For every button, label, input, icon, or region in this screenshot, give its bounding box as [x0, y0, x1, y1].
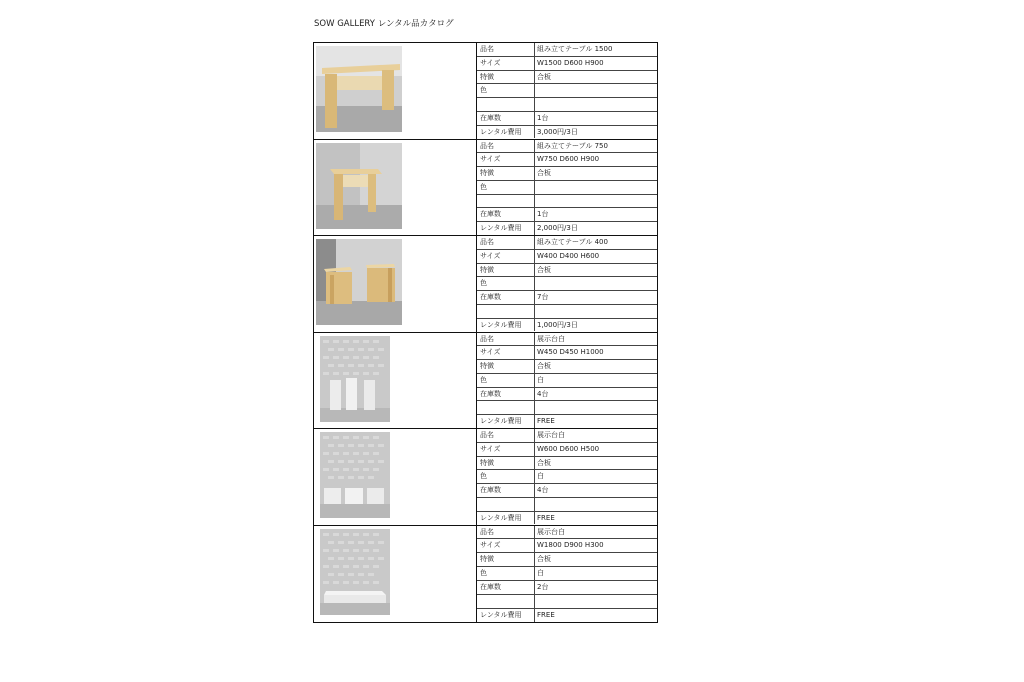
spec-value — [535, 84, 657, 97]
spec-key — [477, 98, 535, 111]
spec-row — [477, 140, 657, 154]
spec-key: サイズ — [477, 346, 535, 359]
spec-value: 合板 — [537, 362, 551, 371]
spec-key: 在庫数 — [477, 484, 535, 497]
spec-key: 特徴 — [477, 71, 535, 84]
spec-value — [535, 305, 657, 318]
spec-row — [477, 57, 657, 71]
spec-value: W750 D600 H900 — [537, 155, 600, 164]
spec-key: 在庫数 — [477, 112, 535, 125]
spec-row — [477, 84, 657, 98]
spec-row — [477, 305, 657, 319]
spec-key — [477, 305, 535, 318]
spec-key: 色 — [477, 277, 535, 290]
spec-value: 4台 — [537, 486, 549, 495]
spec-value: W400 D400 H600 — [537, 251, 600, 260]
spec-value: 3,000円/3日 — [537, 127, 578, 136]
spec-row — [477, 264, 657, 278]
spec-key: 色 — [477, 470, 535, 483]
spec-key: サイズ — [477, 57, 535, 70]
spec-row — [477, 112, 657, 126]
spec-key: 色 — [477, 181, 535, 194]
spec-value: 合板 — [537, 555, 551, 564]
spec-row — [477, 484, 657, 498]
spec-row — [477, 222, 657, 235]
spec-row — [477, 457, 657, 471]
spec-value: 2,000円/3日 — [537, 224, 578, 233]
spec-row — [477, 153, 657, 167]
spec-value — [535, 195, 657, 208]
spec-row — [477, 581, 657, 595]
spec-row — [477, 401, 657, 415]
catalog-item — [314, 236, 657, 333]
photo-cell — [314, 526, 477, 623]
spec-key — [477, 401, 535, 414]
spec-key — [477, 195, 535, 208]
spec-value: W600 D600 H500 — [537, 444, 600, 453]
spec-key: 色 — [477, 374, 535, 387]
spec-key: レンタル費用 — [477, 222, 535, 235]
spec-value: W1500 D600 H900 — [537, 58, 604, 67]
spec-value: 展示台白 — [537, 431, 565, 439]
wooden-table-photo — [316, 143, 402, 229]
spec-row — [477, 553, 657, 567]
spec-key: 品名 — [477, 429, 535, 442]
spec-key: 品名 — [477, 526, 535, 539]
spec-table — [477, 333, 657, 429]
spec-row — [477, 415, 657, 428]
spec-table — [477, 236, 657, 332]
spec-row — [477, 498, 657, 512]
spec-key: サイズ — [477, 539, 535, 552]
spec-row — [477, 512, 657, 525]
spec-key: 品名 — [477, 236, 535, 249]
spec-row — [477, 181, 657, 195]
spec-value — [535, 401, 657, 414]
spec-key: レンタル費用 — [477, 319, 535, 332]
spec-value: 合板 — [537, 265, 551, 274]
spec-key: レンタル費用 — [477, 415, 535, 428]
spec-row — [477, 609, 657, 622]
spec-table — [477, 526, 657, 623]
spec-value: 2台 — [537, 583, 549, 592]
spec-key: 色 — [477, 567, 535, 580]
spec-row — [477, 539, 657, 553]
spec-key: サイズ — [477, 250, 535, 263]
spec-value: W1800 D900 H300 — [537, 541, 604, 550]
spec-value: 白 — [537, 375, 544, 384]
spec-value: 展示台白 — [537, 527, 565, 536]
spec-key: 在庫数 — [477, 291, 535, 304]
spec-value — [535, 595, 657, 608]
spec-value: 4台 — [537, 389, 549, 398]
spec-row — [477, 567, 657, 581]
spec-key: レンタル費用 — [477, 512, 535, 525]
catalog-item — [314, 429, 657, 526]
spec-row — [477, 470, 657, 484]
spec-key — [477, 498, 535, 511]
spec-value: 組み立てテーブル 400 — [537, 238, 608, 246]
spec-row — [477, 291, 657, 305]
spec-key — [477, 595, 535, 608]
spec-value: 組み立てテーブル 750 — [537, 141, 608, 150]
spec-key: 品名 — [477, 43, 535, 56]
spec-key: 特徴 — [477, 360, 535, 373]
photo-cell — [314, 236, 477, 332]
spec-value — [535, 181, 657, 194]
white-pedestals-photo — [320, 336, 390, 422]
spec-row — [477, 195, 657, 209]
wooden-stools-photo — [316, 239, 402, 325]
spec-key: レンタル費用 — [477, 609, 535, 622]
spec-key: 在庫数 — [477, 208, 535, 221]
spec-table — [477, 429, 657, 525]
spec-value: W450 D450 H1000 — [537, 348, 604, 357]
spec-value — [535, 277, 657, 290]
spec-value: 白 — [537, 472, 544, 481]
spec-value — [535, 498, 657, 511]
spec-value: 白 — [537, 569, 544, 578]
spec-row — [477, 208, 657, 222]
spec-row — [477, 236, 657, 250]
photo-cell — [314, 140, 477, 236]
spec-value — [535, 98, 657, 111]
spec-row — [477, 526, 657, 540]
spec-row — [477, 277, 657, 291]
photo-cell — [314, 333, 477, 429]
spec-table — [477, 43, 657, 139]
spec-value: 組み立てテーブル 1500 — [537, 45, 613, 53]
spec-key: サイズ — [477, 153, 535, 166]
spec-key: レンタル費用 — [477, 126, 535, 139]
spec-row — [477, 374, 657, 388]
catalog-item — [314, 333, 657, 430]
catalog-item — [314, 140, 657, 237]
white-platform-photo — [320, 529, 390, 615]
spec-row — [477, 333, 657, 347]
spec-row — [477, 126, 657, 139]
catalog-table — [313, 42, 658, 623]
spec-value: FREE — [537, 611, 555, 620]
spec-row — [477, 388, 657, 402]
spec-key: サイズ — [477, 443, 535, 456]
white-cubes-photo — [320, 432, 390, 518]
wooden-table-photo — [316, 46, 402, 132]
spec-row — [477, 346, 657, 360]
spec-row — [477, 71, 657, 85]
spec-value: FREE — [537, 417, 555, 426]
spec-value: 合板 — [537, 169, 551, 178]
spec-value: 展示台白 — [537, 334, 565, 343]
spec-key: 在庫数 — [477, 388, 535, 401]
spec-key: 在庫数 — [477, 581, 535, 594]
spec-row — [477, 98, 657, 112]
spec-row — [477, 319, 657, 332]
spec-value: FREE — [537, 513, 555, 522]
spec-key: 特徴 — [477, 264, 535, 277]
photo-cell — [314, 429, 477, 525]
spec-row — [477, 429, 657, 443]
spec-row — [477, 360, 657, 374]
photo-cell — [314, 43, 477, 139]
spec-key: 特徴 — [477, 457, 535, 470]
spec-table — [477, 140, 657, 236]
spec-key: 特徴 — [477, 167, 535, 180]
catalog-item — [314, 43, 657, 140]
spec-row — [477, 167, 657, 181]
spec-row — [477, 595, 657, 609]
spec-value: 1台 — [537, 210, 549, 219]
spec-row — [477, 43, 657, 57]
spec-row — [477, 443, 657, 457]
spec-key: 品名 — [477, 140, 535, 153]
spec-value: 合板 — [537, 72, 551, 81]
spec-key: 特徴 — [477, 553, 535, 566]
spec-key: 色 — [477, 84, 535, 97]
page-title: SOW GALLERY レンタル品カタログ — [314, 19, 454, 29]
spec-value: 1,000円/3日 — [537, 320, 578, 329]
spec-key: 品名 — [477, 333, 535, 346]
spec-value: 合板 — [537, 458, 551, 467]
spec-value: 1台 — [537, 113, 549, 122]
catalog-item — [314, 526, 657, 623]
spec-value: 7台 — [537, 293, 549, 302]
spec-row — [477, 250, 657, 264]
